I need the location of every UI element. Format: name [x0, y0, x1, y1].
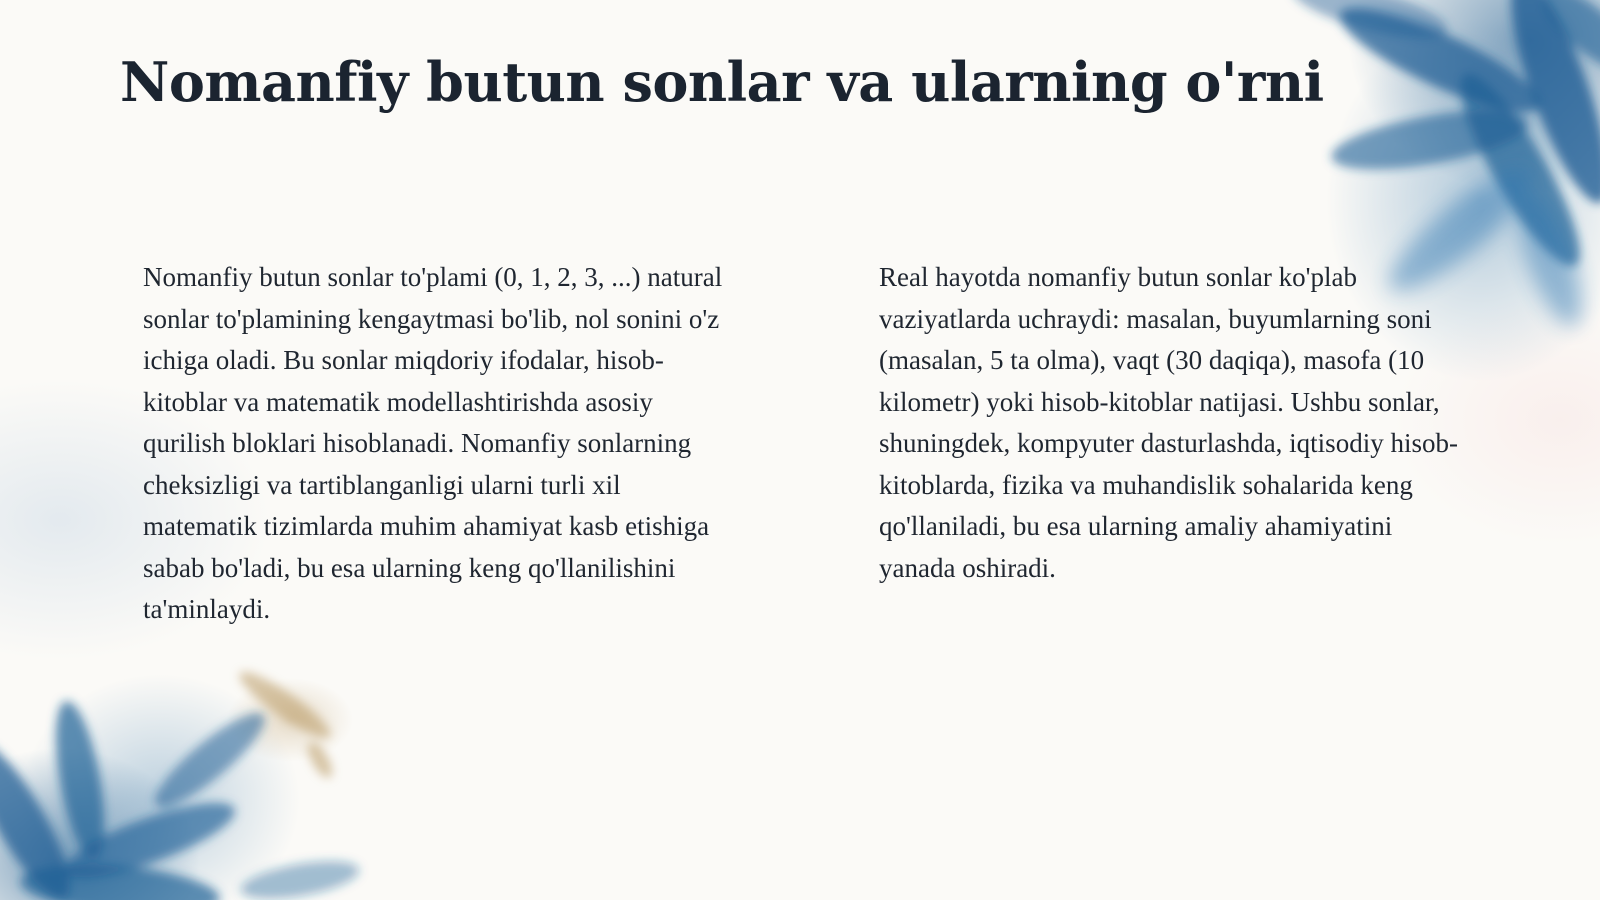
right-paragraph: Real hayotda nomanfiy butun sonlar ko'plab vaziyatlarda uchraydi: masalan, buyumlarning soni (masalan, 5 ta olma), vaqt (30 daqiqa), masofa (10 kilometr) yoki hisob-kitoblar natijasi. Ushbu sonlar, shuningdek, kompyuter dasturlashda, iqtisodiy hisob-kitoblarda, fizika va muhandislik sohalarida keng qo'llaniladi, bu esa ularning amaliy ahamiyatini yanada oshiradi. — [879, 262, 1458, 583]
left-paragraph: Nomanfiy butun sonlar to'plami (0, 1, 2, 3, ...) natural sonlar to'plamining kengaytmasi bo'lib, nol sonini o'z ichiga oladi. Bu sonlar miqdoriy ifodalar, hisob-kitoblar va matematik modellashtirishda asosiy qurilish bloklari hisoblanadi. Nomanfiy sonlarning cheksizligi va tartiblanganligi ularni turli xil matematik tizimlarda muhim ahamiyat kasb etishiga sabab bo'ladi, bu esa ularning keng qo'llanilishini ta'minlaydi. — [143, 262, 723, 624]
page-title: Nomanfiy butun sonlar va ularning o'rni — [120, 50, 1324, 114]
